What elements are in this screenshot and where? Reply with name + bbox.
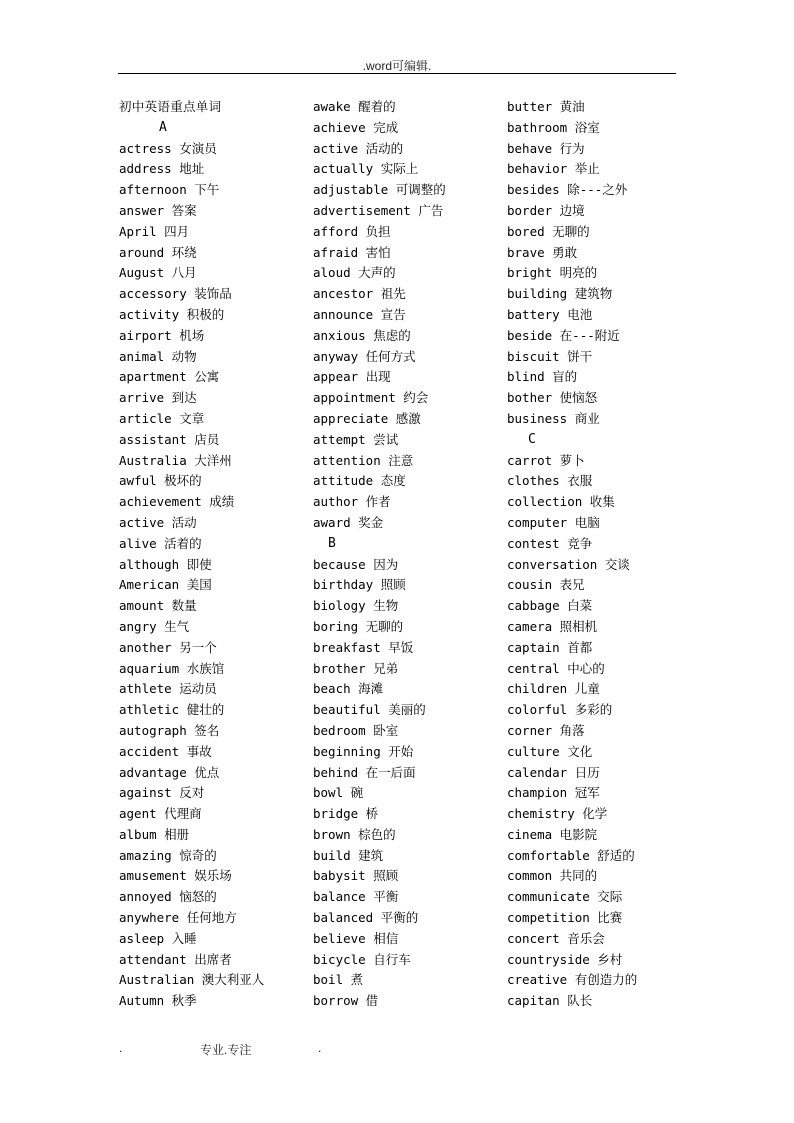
vocab-entry: anxious 焦虑的 bbox=[313, 327, 411, 343]
vocab-entry: athlete 运动员 bbox=[119, 681, 217, 697]
vocab-entry: accident 事故 bbox=[119, 743, 212, 759]
vocab-entry: besides 除---之外 bbox=[507, 182, 628, 198]
vocab-entry: ancestor 祖先 bbox=[313, 286, 406, 302]
vocab-entry: aquarium 水族馆 bbox=[119, 660, 225, 676]
vocab-entry: apartment 公寓 bbox=[119, 369, 220, 385]
vocab-entry: brother 兄弟 bbox=[313, 660, 399, 676]
vocab-entry: biology 生物 bbox=[313, 598, 399, 614]
vocab-entry: balanced 平衡的 bbox=[313, 910, 419, 926]
vocab-entry: colorful 多彩的 bbox=[507, 702, 613, 718]
vocab-entry: breakfast 早饭 bbox=[313, 639, 414, 655]
vocab-entry: alive 活着的 bbox=[119, 535, 202, 551]
vocab-entry: bother 使恼怒 bbox=[507, 390, 598, 406]
vocab-column-3 bbox=[507, 97, 697, 1012]
vocab-entry: capitan 队长 bbox=[507, 993, 593, 1009]
vocab-entry: athletic 健壮的 bbox=[119, 702, 225, 718]
vocab-entry: cabbage 白菜 bbox=[507, 598, 593, 614]
vocab-entry: butter 黄油 bbox=[507, 99, 585, 114]
vocab-entry: adjustable 可调整的 bbox=[313, 182, 446, 198]
vocab-entry: arrive 到达 bbox=[119, 390, 197, 406]
vocab-entry: bicycle 自行车 bbox=[313, 951, 411, 967]
vocab-entry: achievement 成绩 bbox=[119, 494, 235, 510]
vocab-entry: autograph 签名 bbox=[119, 722, 220, 738]
footer-dot-right: . bbox=[318, 1041, 322, 1055]
section-letter: C bbox=[528, 431, 536, 447]
section-letter: A bbox=[159, 119, 167, 135]
vocab-entry: active 活动的 bbox=[313, 140, 404, 156]
vocab-entry: captain 首都 bbox=[507, 639, 593, 655]
vocab-entry: actress 女演员 bbox=[119, 140, 217, 156]
vocab-entry: attention 注意 bbox=[313, 452, 414, 468]
vocab-entry: bowl 碗 bbox=[313, 785, 364, 801]
vocab-entry: common 共同的 bbox=[507, 868, 598, 884]
vocab-entry: concert 音乐会 bbox=[507, 930, 605, 946]
vocab-entry: business 商业 bbox=[507, 410, 600, 426]
vocab-entry: boil 煮 bbox=[313, 972, 364, 988]
vocab-entry: anyway 任何方式 bbox=[313, 348, 416, 364]
vocab-entry: although 即使 bbox=[119, 556, 212, 572]
vocab-entry: creative 有创造力的 bbox=[507, 972, 638, 988]
footer-dot-left: . bbox=[119, 1041, 123, 1055]
vocab-entry: attendant 出席者 bbox=[119, 951, 232, 967]
vocab-entry: bathroom 浴室 bbox=[507, 119, 600, 135]
vocab-entry: answer 答案 bbox=[119, 202, 197, 218]
vocab-entry: collection 收集 bbox=[507, 494, 615, 510]
vocab-entry: beside 在---附近 bbox=[507, 327, 620, 343]
vocab-entry: afford 负担 bbox=[313, 223, 391, 239]
vocab-entry: author 作者 bbox=[313, 494, 391, 510]
vocab-entry: bridge 桥 bbox=[313, 806, 379, 822]
vocab-entry: cousin 表兄 bbox=[507, 577, 585, 593]
vocab-entry: asleep 入睡 bbox=[119, 930, 197, 946]
vocab-entry: Australia 大洋州 bbox=[119, 452, 232, 468]
vocab-entry: carrot 萝卜 bbox=[507, 452, 585, 468]
vocab-entry: countryside 乡村 bbox=[507, 951, 623, 967]
vocab-entry: champion 冠军 bbox=[507, 785, 600, 801]
vocab-entry: Australian 澳大利亚人 bbox=[119, 972, 265, 988]
vocab-entry: culture 文化 bbox=[507, 743, 593, 759]
vocab-entry: attitude 态度 bbox=[313, 473, 406, 489]
vocab-column-2 bbox=[313, 97, 503, 1012]
vocab-entry: awful 极坏的 bbox=[119, 473, 202, 489]
vocab-entry: accessory 装饰品 bbox=[119, 286, 232, 302]
vocab-entry: airport 机场 bbox=[119, 327, 205, 343]
vocab-entry: American 美国 bbox=[119, 577, 212, 593]
vocab-entry: amount 数量 bbox=[119, 598, 197, 614]
vocab-entry: calendar 日历 bbox=[507, 764, 600, 780]
vocab-entry: bright 明亮的 bbox=[507, 265, 598, 281]
vocab-entry: babysit 照顾 bbox=[313, 868, 399, 884]
vocab-entry: corner 角落 bbox=[507, 722, 585, 738]
vocab-entry: beach 海滩 bbox=[313, 681, 384, 697]
vocab-entry: contest 竞争 bbox=[507, 535, 593, 551]
vocab-entry: April 四月 bbox=[119, 223, 190, 239]
vocab-entry: against 反对 bbox=[119, 785, 205, 801]
vocab-entry: children 儿童 bbox=[507, 681, 600, 697]
vocab-entry: achieve 完成 bbox=[313, 119, 399, 135]
vocab-column-1 bbox=[119, 97, 309, 1012]
vocab-entry: August 八月 bbox=[119, 265, 197, 281]
vocab-entry: beginning 开始 bbox=[313, 743, 414, 759]
vocab-entry: borrow 借 bbox=[313, 993, 379, 1009]
vocab-entry: agent 代理商 bbox=[119, 806, 202, 822]
vocab-entry: boring 无聊的 bbox=[313, 618, 404, 634]
vocab-entry: communicate 交际 bbox=[507, 889, 623, 905]
vocab-entry: bedroom 卧室 bbox=[313, 722, 399, 738]
section-letter: B bbox=[328, 535, 336, 551]
vocab-entry: actually 实际上 bbox=[313, 161, 419, 177]
vocab-entry: blind 盲的 bbox=[507, 369, 578, 385]
vocab-entry: because 因为 bbox=[313, 556, 399, 572]
vocab-entry: border 边境 bbox=[507, 202, 585, 218]
page-header: .word可编辑. bbox=[362, 59, 432, 73]
vocab-entry: brave 勇敢 bbox=[507, 244, 578, 260]
vocab-entry: behind 在一后面 bbox=[313, 764, 416, 780]
vocab-entry: comfortable 舒适的 bbox=[507, 847, 635, 863]
vocab-entry: appointment 约会 bbox=[313, 390, 429, 406]
vocab-entry: brown 棕色的 bbox=[313, 826, 396, 842]
vocab-entry: bored 无聊的 bbox=[507, 223, 590, 239]
vocab-entry: anywhere 任何地方 bbox=[119, 910, 237, 926]
vocab-entry: competition 比赛 bbox=[507, 910, 623, 926]
vocab-entry: announce 宣告 bbox=[313, 306, 406, 322]
vocab-entry: address 地址 bbox=[119, 161, 205, 177]
vocab-entry: beautiful 美丽的 bbox=[313, 702, 426, 718]
vocab-entry: birthday 照顾 bbox=[313, 577, 406, 593]
vocab-entry: chemistry 化学 bbox=[507, 806, 608, 822]
vocab-entry: believe 相信 bbox=[313, 930, 399, 946]
vocab-entry: cinema 电影院 bbox=[507, 826, 598, 842]
vocab-entry: building 建筑物 bbox=[507, 286, 613, 302]
vocab-entry: biscuit 饼干 bbox=[507, 348, 593, 364]
vocab-entry: around 环绕 bbox=[119, 244, 197, 260]
vocab-entry: battery 电池 bbox=[507, 306, 593, 322]
header-rule bbox=[118, 73, 676, 74]
vocab-entry: awake 醒着的 bbox=[313, 99, 396, 114]
vocab-entry: afraid 害怕 bbox=[313, 244, 391, 260]
vocab-entry: behavior 举止 bbox=[507, 161, 600, 177]
vocab-entry: award 奖金 bbox=[313, 514, 384, 530]
vocab-entry: advantage 优点 bbox=[119, 764, 220, 780]
vocab-entry: appreciate 感激 bbox=[313, 410, 421, 426]
vocab-entry: appear 出现 bbox=[313, 369, 391, 385]
vocab-entry: active 活动 bbox=[119, 514, 197, 530]
vocab-entry: camera 照相机 bbox=[507, 618, 598, 634]
vocab-entry: clothes 衣服 bbox=[507, 473, 593, 489]
vocab-entry: aloud 大声的 bbox=[313, 265, 396, 281]
vocab-entry: album 相册 bbox=[119, 826, 190, 842]
vocab-entry: activity 积极的 bbox=[119, 306, 225, 322]
vocab-entry: advertisement 广告 bbox=[313, 202, 444, 218]
vocab-entry: another 另一个 bbox=[119, 639, 217, 655]
vocab-entry: angry 生气 bbox=[119, 618, 190, 634]
vocab-entry: Autumn 秋季 bbox=[119, 993, 197, 1009]
vocab-entry: afternoon 下午 bbox=[119, 182, 220, 198]
vocab-entry: article 文章 bbox=[119, 410, 205, 426]
vocab-entry: build 建筑 bbox=[313, 847, 384, 863]
vocab-entry: annoyed 恼怒的 bbox=[119, 889, 217, 905]
vocab-entry: central 中心的 bbox=[507, 660, 605, 676]
vocab-entry: amusement 娱乐场 bbox=[119, 868, 232, 884]
vocab-entry: amazing 惊奇的 bbox=[119, 847, 217, 863]
vocab-entry: balance 平衡 bbox=[313, 889, 399, 905]
vocab-entry: attempt 尝试 bbox=[313, 431, 399, 447]
vocab-entry: computer 电脑 bbox=[507, 514, 600, 530]
document-title: 初中英语重点单词 bbox=[119, 99, 222, 114]
vocab-entry: animal 动物 bbox=[119, 348, 197, 364]
footer-text: 专业.专注 bbox=[200, 1043, 252, 1057]
vocab-entry: conversation 交谈 bbox=[507, 556, 630, 572]
vocab-entry: behave 行为 bbox=[507, 140, 585, 156]
vocab-entry: assistant 店员 bbox=[119, 431, 220, 447]
